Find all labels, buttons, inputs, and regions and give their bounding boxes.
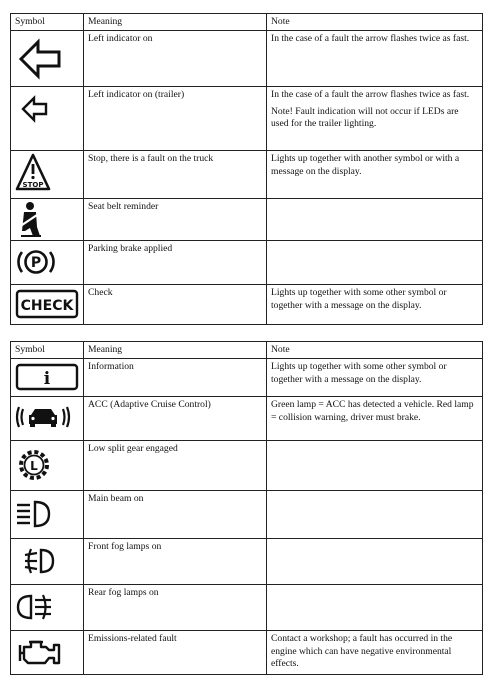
- note-cell: [267, 491, 483, 539]
- symbol-cell: [11, 491, 84, 539]
- symbol-table-2: [10, 341, 483, 675]
- header-symbol: Symbol: [11, 342, 84, 359]
- note-cell: [267, 241, 483, 285]
- symbol-cell: [11, 539, 84, 585]
- check-icon: [13, 285, 81, 323]
- symbol-cell: [11, 631, 84, 675]
- main-beam-icon: [13, 491, 81, 537]
- symbol-cell: [11, 151, 84, 199]
- table-row: [11, 585, 483, 631]
- symbol-cell: [11, 285, 84, 325]
- note-cell: [267, 585, 483, 631]
- note-cell: Contact a workshop; a fault has occurred in the engine which can have negative environmental effects.: [267, 631, 483, 675]
- meaning-cell: Left indicator on (trailer): [84, 87, 267, 151]
- symbol-cell: [11, 397, 84, 441]
- table-row: [11, 359, 483, 397]
- symbol-cell: [11, 241, 84, 285]
- meaning-cell: Left indicator on: [84, 31, 267, 87]
- svg-text:STOP: STOP: [22, 181, 44, 190]
- table-row: [11, 491, 483, 539]
- table-row: [11, 199, 483, 241]
- left-arrow-large-icon: [13, 31, 81, 85]
- header-symbol: Symbol: [11, 14, 84, 31]
- table-row: [11, 397, 483, 441]
- symbol-cell: [11, 585, 84, 631]
- table-row: [11, 87, 483, 151]
- svg-text:CHECK: CHECK: [20, 298, 74, 315]
- svg-text:i: i: [43, 369, 51, 390]
- meaning-cell: Seat belt reminder: [84, 199, 267, 241]
- header-meaning: Meaning: [84, 14, 267, 31]
- svg-text:L: L: [30, 459, 38, 474]
- left-arrow-small-icon: [13, 87, 81, 147]
- front-fog-icon: [13, 539, 81, 583]
- information-icon: [13, 359, 81, 395]
- stop-triangle-icon: [13, 151, 81, 197]
- note-cell: In the case of a fault the arrow flashes twice as fast.: [267, 31, 483, 87]
- meaning-cell: Information: [84, 359, 267, 397]
- svg-text:P: P: [30, 255, 42, 272]
- meaning-cell: Stop, there is a fault on the truck: [84, 151, 267, 199]
- meaning-cell: Rear fog lamps on: [84, 585, 267, 631]
- note-cell: Lights up together with some other symbol or together with a message on the display.: [267, 359, 483, 397]
- note-cell: [267, 87, 483, 151]
- engine-icon: [13, 631, 81, 673]
- table-row: [11, 241, 483, 285]
- header-note: Note: [267, 14, 483, 31]
- note-text: In the case of a fault the arrow flashes twice as fast.: [271, 89, 470, 101]
- meaning-cell: Parking brake applied: [84, 241, 267, 285]
- table-row: [11, 539, 483, 585]
- note-cell: [267, 539, 483, 585]
- table-row: [11, 285, 483, 325]
- table-header-row: [11, 342, 483, 359]
- table-row: [11, 31, 483, 87]
- note-cell: [267, 441, 483, 491]
- note-cell: Green lamp = ACC has detected a vehicle. Red lamp = collision warning, driver must brake.: [267, 397, 483, 441]
- meaning-cell: Low split gear engaged: [84, 441, 267, 491]
- rear-fog-icon: [13, 585, 81, 629]
- note-cell: Lights up together with another symbol or with a message on the display.: [267, 151, 483, 199]
- note-cell: Lights up together with some other symbol or together with a message on the display.: [267, 285, 483, 325]
- table-row: [11, 151, 483, 199]
- meaning-cell: Front fog lamps on: [84, 539, 267, 585]
- header-note: Note: [267, 342, 483, 359]
- meaning-cell: ACC (Adaptive Cruise Control): [84, 397, 267, 441]
- seat-belt-icon: [13, 199, 81, 239]
- symbol-table-1: [10, 13, 483, 325]
- symbol-cell: [11, 31, 84, 87]
- symbol-cell: [11, 441, 84, 491]
- header-meaning: Meaning: [84, 342, 267, 359]
- symbol-cell: [11, 87, 84, 151]
- low-split-gear-icon: [13, 441, 81, 489]
- meaning-cell: Main beam on: [84, 491, 267, 539]
- symbol-cell: [11, 199, 84, 241]
- acc-car-icon: [13, 397, 81, 439]
- note-cell: [267, 199, 483, 241]
- table-header-row: [11, 14, 483, 31]
- table-row: [11, 631, 483, 675]
- symbol-cell: [11, 359, 84, 397]
- meaning-cell: Emissions-related fault: [84, 631, 267, 675]
- parking-brake-icon: [13, 241, 81, 283]
- note-text-2: Note! Fault indication will not occur if LEDs are used for the trailer lighting.: [271, 105, 459, 130]
- meaning-cell: Check: [84, 285, 267, 325]
- table-row: [11, 441, 483, 491]
